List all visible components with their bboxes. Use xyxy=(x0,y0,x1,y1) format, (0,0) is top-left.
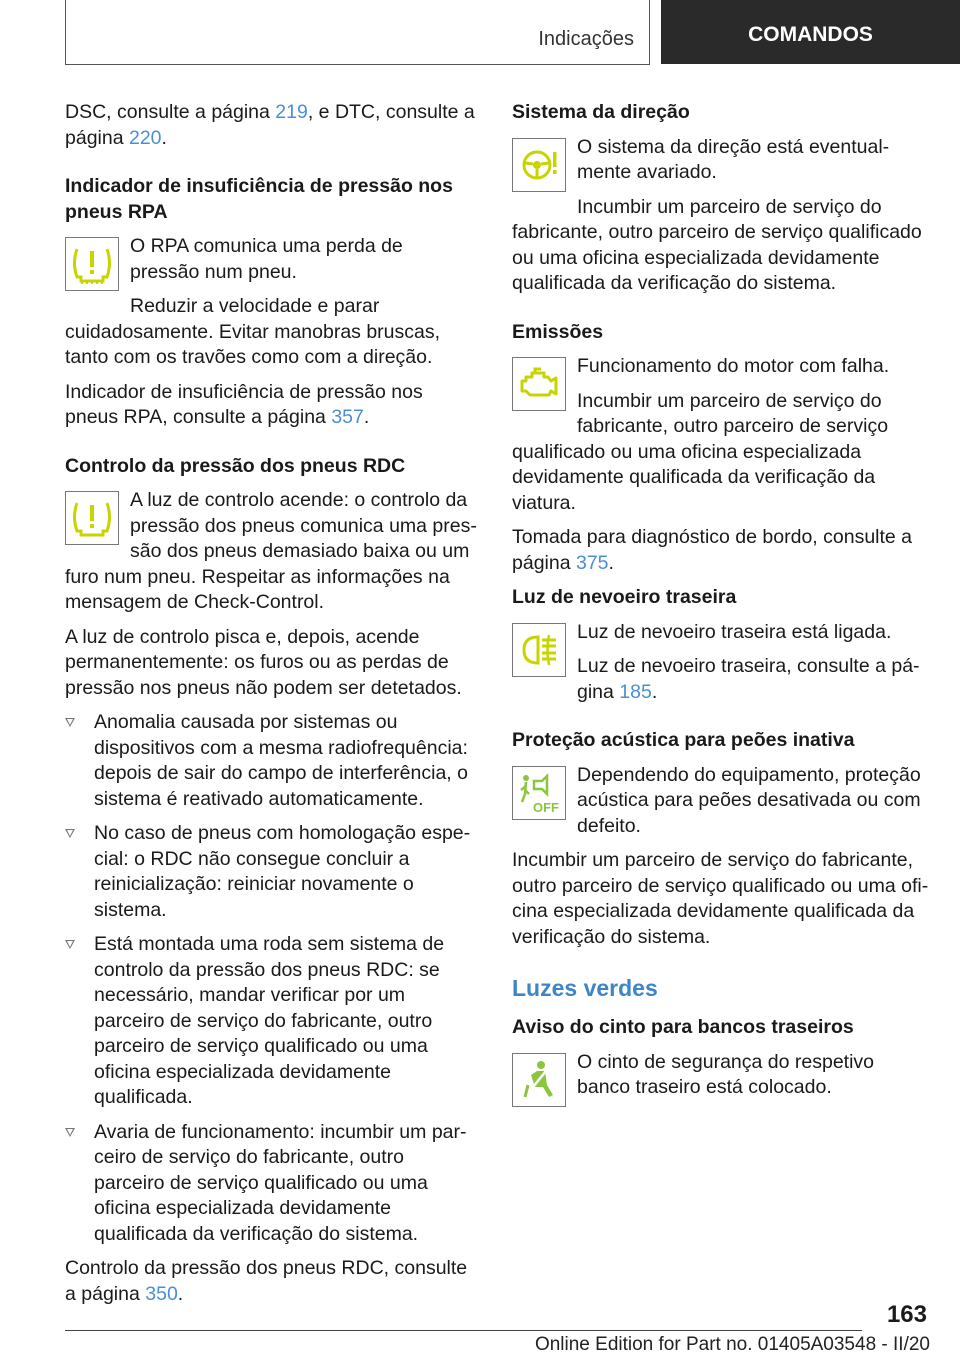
emissions-text-1: Funcionamento do motor com falha. xyxy=(577,355,890,377)
list-item xyxy=(65,710,477,812)
rdc-block xyxy=(65,488,477,625)
header-rule-right xyxy=(649,0,650,64)
bullet-text: No caso de pneus com homologação especial: o RDC não consegue concluir a reinicialização: reiniciar novamente o sistema. xyxy=(94,822,471,921)
fog-heading: Luz de nevoeiro traseira xyxy=(512,586,737,608)
pedestrian-text-2: Incumbir um parceiro de serviço do fabricante, outro parceiro de serviço qualificado ou uma oficina especializada devidamente qualificada da verificação do sistema. xyxy=(512,849,929,948)
emissions-block xyxy=(512,354,930,525)
rpa-block xyxy=(65,234,477,380)
belt-text-1: O cinto de segurança do respetivo banco traseiro está colocado. xyxy=(577,1050,875,1098)
emissions-text-2: Incumbir um parceiro de serviço do fabricante, outro parceiro de serviço qualificado ou uma oficina especializada devidamente qualificada da verificação da viatura. xyxy=(512,389,889,514)
steering-heading: Sistema da direção xyxy=(512,101,690,123)
rpa-ref-end: . xyxy=(363,406,370,428)
rpa-ref-text: Indicador de insuficiência de pressão nos pneus RPA, consulte a página xyxy=(65,380,423,428)
list-item xyxy=(65,821,477,923)
bullet-text: Está montada uma roda sem sistema de controlo da pressão dos pneus RDC: se necessário, mandar verificar por um parceiro de serviço do fabricante, outro parceiro de serviço qualificado ou uma oficina especializada devidamente qualificada. xyxy=(94,933,445,1108)
page-link-185[interactable]: 185 xyxy=(619,680,652,703)
emissions-heading: Emissões xyxy=(512,320,604,343)
header-section-title: Indicações xyxy=(538,28,634,50)
belt-heading: Aviso do cinto para bancos traseiros xyxy=(512,1016,854,1038)
dsc-ref-text: DSC, consulte a página xyxy=(65,101,276,123)
rdc-bullet-list xyxy=(65,710,477,1247)
rdc-reference xyxy=(65,1256,477,1307)
header-chapter-tab: COMANDOS xyxy=(661,0,960,64)
left-column xyxy=(65,100,477,1316)
triangle-bullet-icon xyxy=(65,718,75,727)
page-link-350[interactable]: 350 xyxy=(145,1282,178,1305)
triangle-bullet-icon xyxy=(65,940,75,949)
header-rule-left xyxy=(65,0,66,64)
rpa-text-1: O RPA comunica uma perda de pressão num pneu. xyxy=(130,235,403,283)
list-item xyxy=(65,932,477,1111)
steering-warning-icon xyxy=(512,138,566,192)
triangle-bullet-icon xyxy=(65,829,75,838)
rdc-ref-end: . xyxy=(177,1282,184,1305)
pedestrian-block xyxy=(512,763,930,849)
belt-block xyxy=(512,1050,930,1111)
tire-pressure-monitor-icon xyxy=(65,491,119,545)
steering-text-1: O sistema da direção está eventualmente avariado. xyxy=(577,135,890,183)
rpa-heading: Indicador de insuficiência de pressão nos pneus RPA xyxy=(65,175,453,223)
pedestrian-text-1: Dependendo do equipamento, proteção acústica para peões desativada ou com defeito. xyxy=(577,763,921,837)
green-lights-heading: Luzes verdes xyxy=(512,975,658,1001)
rpa-text-2: Reduzir a velocidade e parar cuidadosamente. Evitar manobras bruscas, tanto com os travões como com a direção. xyxy=(65,295,441,368)
page-link-375[interactable]: 375 xyxy=(575,551,609,574)
header-underline xyxy=(65,64,650,65)
dsc-reference xyxy=(65,100,477,151)
seatbelt-fastened-icon xyxy=(512,1053,566,1107)
rear-fog-light-icon xyxy=(512,623,566,677)
rdc-ref-text: Controlo da pressão dos pneus RDC, consulte a página xyxy=(65,1257,468,1305)
pedestrian-sound-off-icon xyxy=(512,766,566,820)
fog-block xyxy=(512,620,930,715)
footer-rule xyxy=(65,1330,862,1331)
pedestrian-heading: Proteção acústica para peões inativa xyxy=(512,729,855,751)
list-item xyxy=(65,1120,477,1248)
dtc-ref-text: , e DTC, consulte a página xyxy=(65,101,475,149)
diag-ref-text: Tomada para diagnóstico de bordo, consulte a página xyxy=(512,526,913,574)
rdc-text-1: A luz de controlo acende: o controlo da pressão dos pneus comunica uma pressão dos pneus demasiado baixa ou um furo num pneu. Respeitar as informações na mensagem de Check-Control. xyxy=(65,489,477,613)
bullet-text: Avaria de funcionamento: incumbir um parceiro de serviço do fabricante, outro parceiro de serviço qualificado ou uma oficina especializada devidamente qualificada da verificação do sistema. xyxy=(94,1120,467,1245)
triangle-bullet-icon xyxy=(65,1128,75,1137)
dsc-ref-end: . xyxy=(161,126,167,149)
off-label: OFF xyxy=(533,799,559,815)
steering-block xyxy=(512,135,930,306)
fog-text-2 xyxy=(512,654,930,705)
fog-ref-end: . xyxy=(651,680,658,703)
steering-text-2: Incumbir um parceiro de serviço do fabricante, outro parceiro de serviço qualificado ou uma oficina especializada devidamente qualificada da verificação do sistema. xyxy=(512,195,922,294)
rpa-reference xyxy=(65,380,477,431)
tire-pressure-warning-icon xyxy=(65,237,119,291)
page-link-357[interactable]: 357 xyxy=(331,406,364,428)
page-link-220[interactable]: 220 xyxy=(128,126,162,149)
page-link-219[interactable]: 219 xyxy=(275,101,308,123)
right-column xyxy=(512,100,930,1111)
diag-ref-end: . xyxy=(608,551,614,574)
fog-ref-text: Luz de nevoeiro traseira, consulte a página xyxy=(577,655,920,703)
footer-edition: Online Edition for Part no. 01405A03548 - II/20 xyxy=(534,1334,930,1355)
rdc-heading: Controlo da pressão dos pneus RDC xyxy=(65,454,406,477)
diagnosis-reference xyxy=(512,525,930,576)
fog-text-1: Luz de nevoeiro traseira está ligada. xyxy=(577,620,892,643)
page-number: 163 xyxy=(886,1301,927,1328)
bullet-text: Anomalia causada por sistemas ou dispositivos com a mesma radiofrequência: depois de sair do campo de interferência, o sistema é reativado automaticamente. xyxy=(94,711,468,810)
engine-check-icon xyxy=(512,357,566,411)
rdc-text-2: A luz de controlo pisca e, depois, acende permanentemente: os furos ou as perdas de pressão nos pneus não podem ser detetados. xyxy=(65,625,462,699)
